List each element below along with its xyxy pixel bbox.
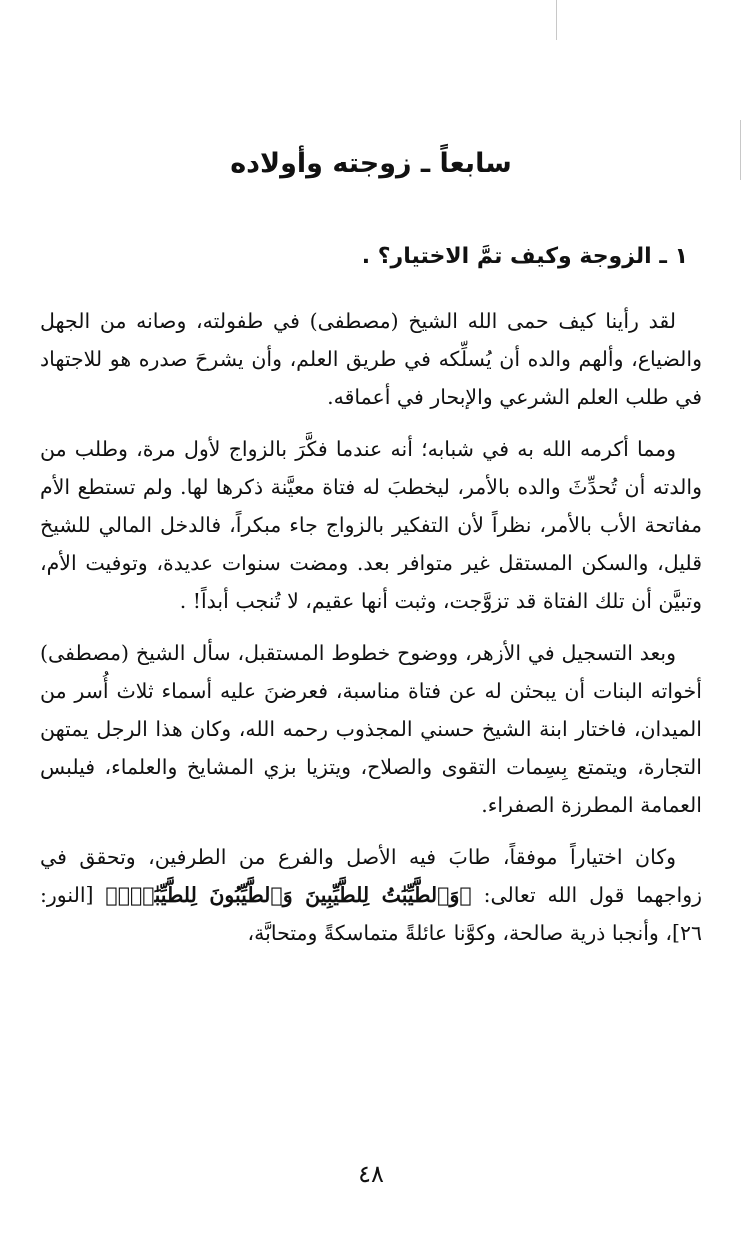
subsection-title: ١ ـ الزوجة وكيف تمَّ الاختيار؟ .	[361, 244, 688, 269]
quran-verse: ﴿وَٱلطَّيِّبَٰتُ لِلطَّيِّبِينَ وَٱلطَّيِّبُونَ لِلطَّيِّبَٰتِۚ﴾	[105, 883, 472, 907]
scan-edge-mark	[556, 0, 557, 40]
scan-edge-mark	[740, 120, 741, 180]
section-title: سابعاً ـ زوجته وأولاده	[230, 148, 512, 179]
paragraph-1: لقد رأينا كيف حمى الله الشيخ (مصطفى) في طفولته، وصانه من الجهل والضياع، وألهم والده أن يُسلِّكه في طريق العلم، وأن يشرحَ صدره هو للاجتهاد في طلب العلم الشرعي والإبحار في أعماقه.	[40, 309, 702, 409]
paragraph-4-before-verse: وكان اختياراً موفقاً، طابَ فيه الأصل والفرع من الطرفين، وتحقق في زواجهما قول الله تعالى:	[40, 845, 702, 907]
body-text	[40, 302, 702, 966]
paragraph-2: ومما أكرمه الله به في شبابه؛ أنه عندما فكَّرَ بالزواج لأول مرة، وطلب من والدته أن تُحدِّثَ والده بالأمر، ليخطبَ له فتاة معيَّنة ذكرها لها. ولم تستطع الأم مفاتحة الأب بالأمر، نظراً لأن التفكير بالزواج جاء مبكراً، فالدخل المالي للشيخ قليل، والسكن المستقل غير متوافر بعد. ومضت سنوات عديدة، وتوفيت الأم، وتبيَّن أن تلك الفتاة قد تزوَّجت، وثبت أنها عقيم، لا تُنجب أبداً! .	[40, 437, 702, 613]
paragraph-4-after-verse: [النور: ٢٦]، وأنجبا ذرية صالحة، وكوَّنا عائلةً متماسكةً ومتحابَّة،	[40, 883, 702, 945]
paragraph-3: وبعد التسجيل في الأزهر، ووضوح خطوط المستقبل، سأل الشيخ (مصطفى) أخواته البنات أن يبحثن له عن فتاة مناسبة، فعرضنَ عليه أسماء ثلاث أُسر من الميدان، فاختار ابنة الشيخ حسني المجذوب رحمه الله، وكان هذا الرجل يمتهن التجارة، ويتمتع بِسِمات التقوى والصلاح، ويتزيا بزي المشايخ والعلماء، فيلبس العمامة المطرزة الصفراء.	[40, 641, 702, 817]
paragraph-4	[40, 838, 702, 952]
page-number: ٤٨	[358, 1160, 384, 1188]
